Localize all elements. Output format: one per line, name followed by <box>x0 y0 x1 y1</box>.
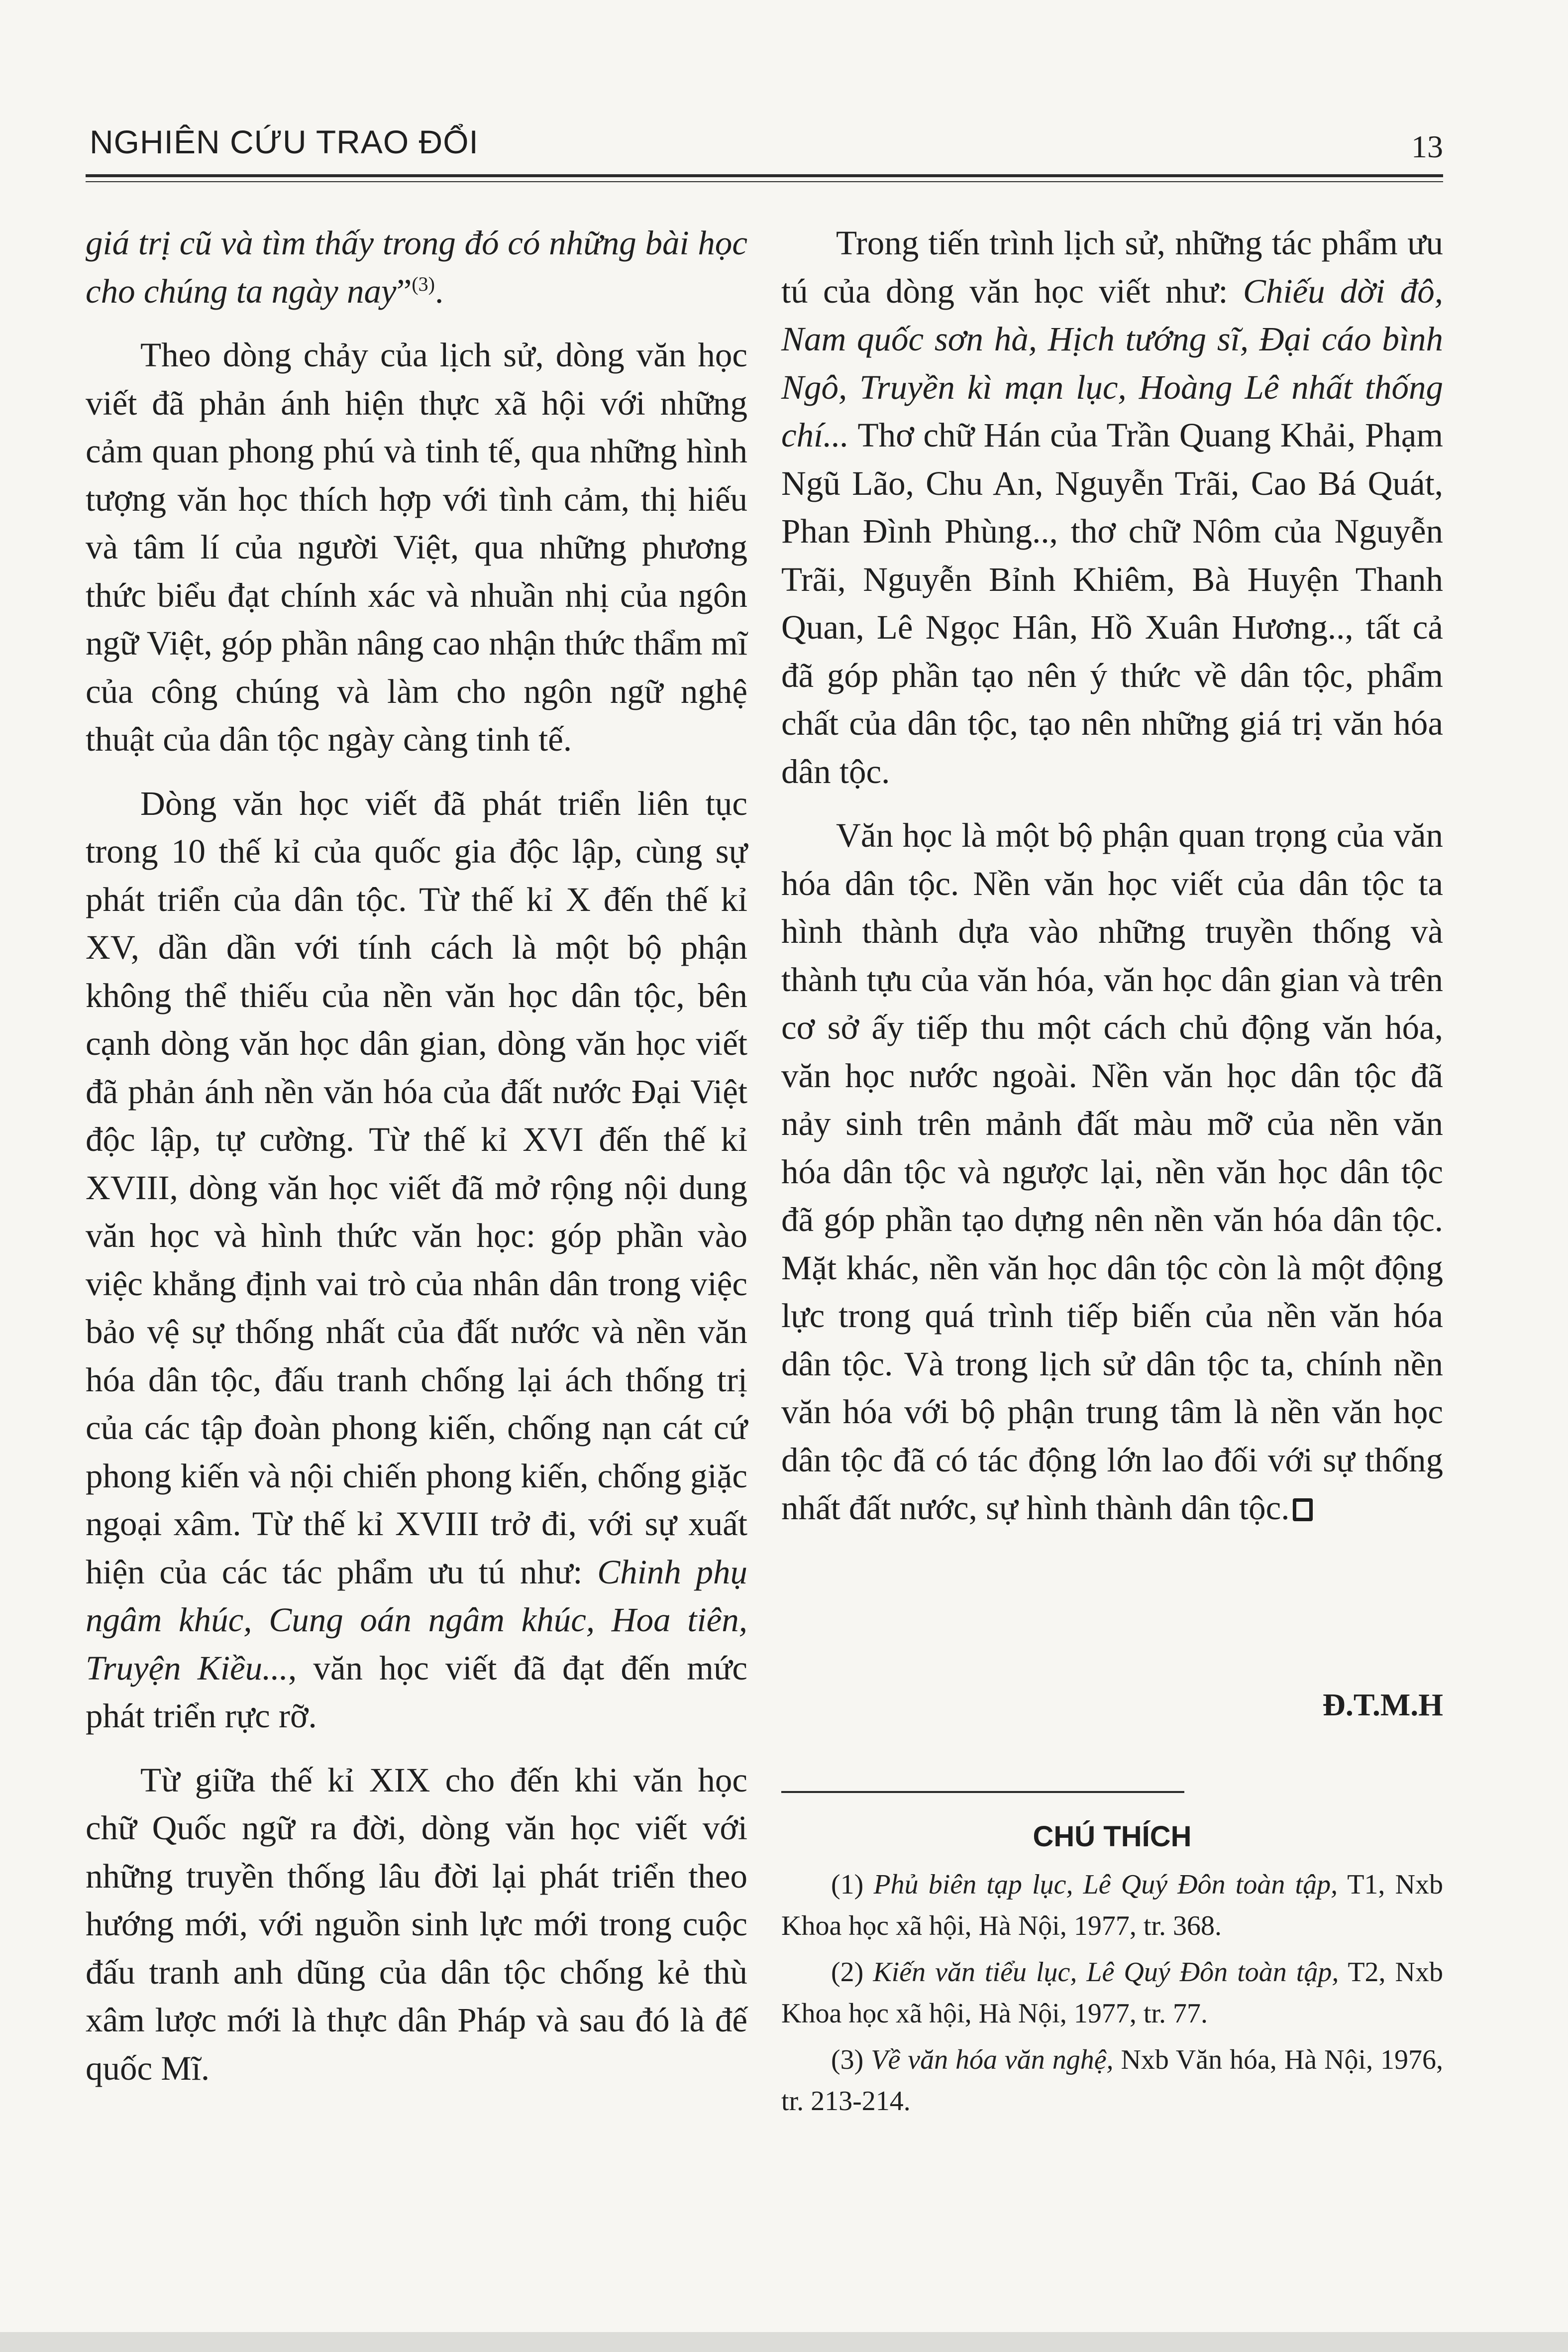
italic-quote: giá trị cũ và tìm thấy trong đó có những bài học cho chúng ta ngày nay <box>86 224 747 310</box>
note-number: (3) <box>831 2044 871 2075</box>
right-column <box>781 219 1443 1548</box>
notes-list <box>781 1864 1443 2127</box>
paragraph: Từ giữa thế kỉ XIX cho đến khi văn học chữ Quốc ngữ ra đời, dòng văn học viết với những truyền thống lâu đời lại phát triển theo hướng mới, với nguồn sinh lực mới trong cuộc đấu tranh anh dũng của dân tộc chống kẻ thù xâm lược mới là thực dân Pháp và sau đó là đế quốc Mĩ. <box>86 1761 747 2087</box>
paragraph <box>781 811 1443 1532</box>
note-title: Kiến văn tiểu lục, Lê Quý Đôn toàn tập, <box>873 1957 1339 1988</box>
paragraph: Theo dòng chảy của lịch sử, dòng văn học viết đã phản ánh hiện thực xã hội với những cảm quan phong phú và tinh tế, qua những hình tượng văn học thích hợp với tình cảm, thị hiếu và tâm lí của người Việt, qua những phương thức biểu đạt chính xác và nhuần nhị của ngôn ngữ Việt, góp phần nâng cao nhận thức thẩm mĩ của công chúng và làm cho ngôn ngữ nghệ thuật của dân tộc ngày càng tinh tế. <box>86 336 747 758</box>
italic-titles: Chiếu dời đô, Nam quốc sơn hà, Hịch tướng sĩ, Đại cáo bình Ngô, Truyền kì mạn lục, Hoàng Lê nhất thống chí... <box>781 272 1443 454</box>
note-item <box>781 2039 1443 2122</box>
note-source: Nxb Văn hóa, Hà Nội, 1976, tr. 213-214. <box>781 2044 1443 2117</box>
note-number: (2) <box>831 1957 873 1988</box>
italic-titles: Chinh phụ ngâm khúc, Cung oán ngâm khúc, Hoa tiên, Truyện Kiều... <box>86 1553 747 1687</box>
end-mark-icon <box>1293 1498 1313 1521</box>
note-source: T2, Nxb Khoa học xã hội, Hà Nội, 1977, tr. 77. <box>781 1957 1443 2029</box>
paragraph <box>781 219 1443 795</box>
paragraph-text: Dòng văn học viết đã phát triển liên tục trong 10 thế kỉ của quốc gia độc lập, cùng sự phát triển của dân tộc. Từ thế kỉ X đến thế kỉ XV, dần dần với tính cách là một bộ phận không thể thiếu của nền văn học dân tộc, bên cạnh dòng văn học dân gian, dòng văn học viết đã phản ánh nền văn hóa của đất nước Đại Việt độc lập, tự cường. Từ thế kỉ XVI đến thế kỉ XVIII, dòng văn học viết đã mở rộng nội dung văn học và hình thức văn học: góp phần vào việc khẳng định vai trò của nhân dân trong việc bảo vệ sự thống nhất của đất nước và nền văn hóa dân tộc, đấu tranh chống lại ách thống trị của các tập đoàn phong kiến, chống nạn cát cứ phong kiến và nội chiến phong kiến, chống giặc ngoại xâm. Từ thế kỉ XVIII trở đi, với sự xuất hiện của các tác phẩm ưu tú như: <box>86 784 747 1591</box>
paragraph <box>86 780 747 1740</box>
left-column <box>86 219 747 2108</box>
note-item <box>781 1952 1443 2034</box>
note-title: Về văn hóa văn nghệ, <box>871 2044 1114 2075</box>
period: . <box>434 272 444 310</box>
header-rule <box>86 174 1443 177</box>
page-number: 13 <box>1411 129 1443 164</box>
header-rule-thin <box>86 181 1443 182</box>
quote-mark: ” <box>396 272 412 310</box>
paragraph <box>86 219 747 315</box>
footnote-ref: (3) <box>412 272 435 295</box>
notes-divider <box>781 1791 1184 1793</box>
note-source: T1, Nxb Khoa học xã hội, Hà Nội, 1977, tr. 368. <box>781 1869 1444 1941</box>
paragraph-text: Trong tiến trình lịch sử, những tác phẩm ưu tú của dòng văn học viết như: <box>781 224 1443 310</box>
author-initials: Đ.T.M.H <box>1322 1687 1443 1722</box>
paragraph-text: Thơ chữ Hán của Trần Quang Khải, Phạm Ngũ Lão, Chu An, Nguyễn Trãi, Cao Bá Quát, Phan Đình Phùng.., thơ chữ Nôm của Nguyễn Trãi, Nguyễn Bỉnh Khiêm, Bà Huyện Thanh Quan, Lê Ngọc Hân, Hồ Xuân Hương.., tất cả đã góp phần tạo nên ý thức về dân tộc, phẩm chất của dân tộc, tạo nên những giá trị văn hóa dân tộc. <box>781 416 1443 790</box>
scan-edge <box>0 2332 1568 2352</box>
paragraph-text: , văn học viết đã đạt đến mức phát triển rực rỡ. <box>86 1649 747 1735</box>
note-title: Phủ biên tạp lục, Lê Quý Đôn toàn tập, <box>873 1869 1338 1900</box>
paragraph-text: Văn học là một bộ phận quan trọng của văn hóa dân tộc. Nền văn học viết của dân tộc ta hình thành dựa vào những truyền thống và thành tựu của văn hóa, văn học dân gian và trên cơ sở ấy tiếp thu một cách chủ động văn hóa, văn học nước ngoài. Nền văn học dân tộc đã nảy sinh trên mảnh đất màu mỡ của nền văn hóa dân tộc và ngược lại, nền văn học dân tộc đã góp phần tạo dựng nên nền văn hóa dân tộc. Mặt khác, nền văn học dân tộc còn là một động lực trong quá trình tiếp biến của nền văn hóa dân tộc. Và trong lịch sử dân tộc ta, chính nền văn hóa với bộ phận trung tâm là nền văn học dân tộc đã có tác động lớn lao đối với sự thống nhất đất nước, sự hình thành dân tộc. <box>781 816 1443 1527</box>
running-header <box>86 119 1443 174</box>
notes-title: CHÚ THÍCH <box>1033 1820 1192 1853</box>
note-number: (1) <box>831 1869 874 1900</box>
section-title: NGHIÊN CỨU TRAO ĐỔI <box>90 123 479 160</box>
note-item <box>781 1864 1443 1947</box>
